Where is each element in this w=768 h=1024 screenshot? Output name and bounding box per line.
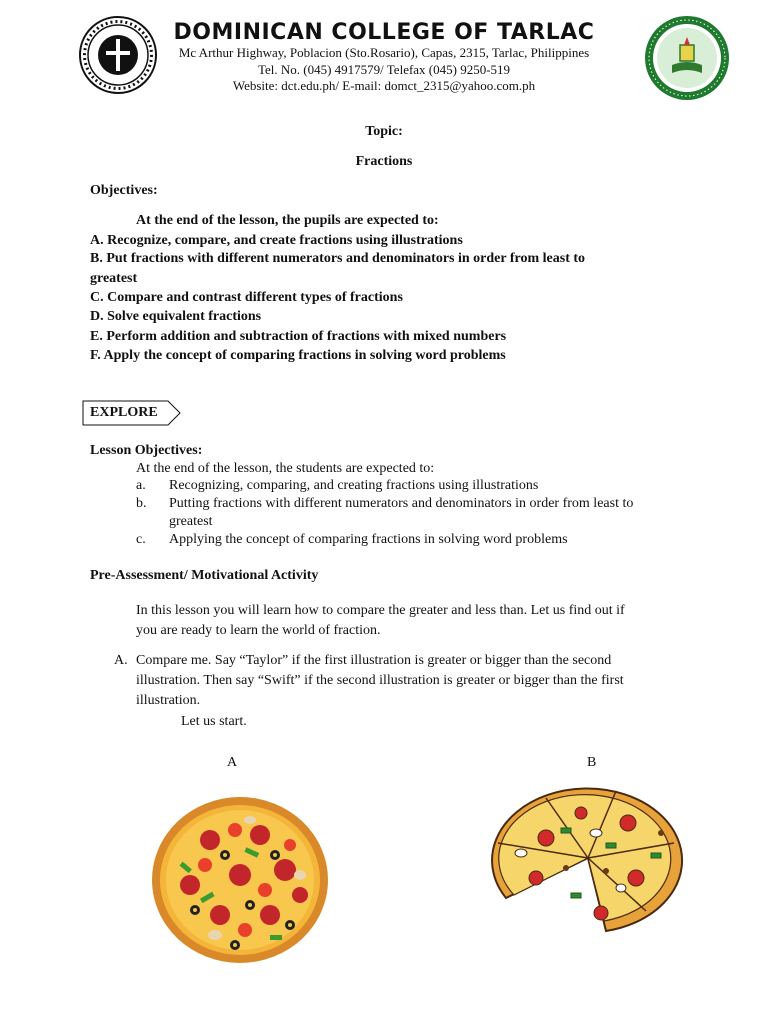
lesson-item-text: Putting fractions with different numerators and denominators in order from least to [169, 496, 634, 511]
objective-item: B. Put fractions with different numerators and denominators in order from least to [90, 251, 586, 266]
sliced-pizza-image [486, 783, 690, 943]
lets-start-text: Let us start. [181, 714, 247, 729]
lesson-objectives-intro: At the end of the lesson, the students are expected to: [136, 461, 435, 476]
pre-assessment-para-line: you are ready to learn the world of fraction. [136, 623, 381, 638]
explore-banner [82, 400, 182, 426]
activity-line: illustration. [136, 693, 201, 708]
whole-pizza-image [150, 795, 330, 965]
lesson-objectives-heading: Lesson Objectives: [90, 443, 203, 458]
lesson-item-marker: b. [136, 496, 147, 511]
lesson-item-text: greatest [169, 514, 213, 529]
objective-item: D. Solve equivalent fractions [90, 309, 262, 324]
lesson-item-marker: a. [136, 478, 146, 493]
topic-label: Topic: [365, 124, 403, 139]
college-name: DOMINICAN COLLEGE OF TARLAC [173, 20, 595, 45]
pre-assessment-para-line: In this lesson you will learn how to compare the greater and less than. Let us find out if [136, 603, 625, 618]
objectives-heading: Objectives: [90, 183, 158, 198]
lesson-item-marker: c. [136, 532, 146, 547]
topic-value: Fractions [355, 154, 413, 169]
objective-item: A. Recognize, compare, and create fractions using illustrations [90, 233, 463, 248]
illustration-b-label: B [587, 755, 597, 770]
objective-item: C. Compare and contrast different types of fractions [90, 290, 403, 305]
college-website: Website: dct.edu.ph/ E-mail: domct_2315@yahoo.com.ph [232, 78, 536, 93]
objectives-intro: At the end of the lesson, the pupils are expected to: [136, 213, 439, 228]
college-phone: Tel. No. (045) 4917579/ Telefax (045) 9250-519 [257, 62, 511, 77]
pre-assessment-heading: Pre-Assessment/ Motivational Activity [90, 568, 319, 583]
college-address: Mc Arthur Highway, Poblacion (Sto.Rosario), Capas, 2315, Tarlac, Philippines [178, 45, 590, 60]
objective-item: greatest [90, 271, 138, 286]
activity-line: Compare me. Say “Taylor” if the first illustration is greater or bigger than the second [136, 653, 612, 668]
lesson-item-text: Recognizing, comparing, and creating fractions using illustrations [169, 478, 539, 493]
illustration-a-label: A [227, 755, 238, 770]
explore-label: EXPLORE [90, 405, 158, 420]
activity-line: illustration. Then say “Swift” if the second illustration is greater or bigger than the first [136, 673, 624, 688]
lesson-item-text: Applying the concept of comparing fractions in solving word problems [169, 532, 568, 547]
objective-item: E. Perform addition and subtraction of fractions with mixed numbers [90, 329, 507, 344]
objective-item: F. Apply the concept of comparing fractions in solving word problems [90, 348, 506, 363]
activity-marker: A. [114, 653, 128, 668]
